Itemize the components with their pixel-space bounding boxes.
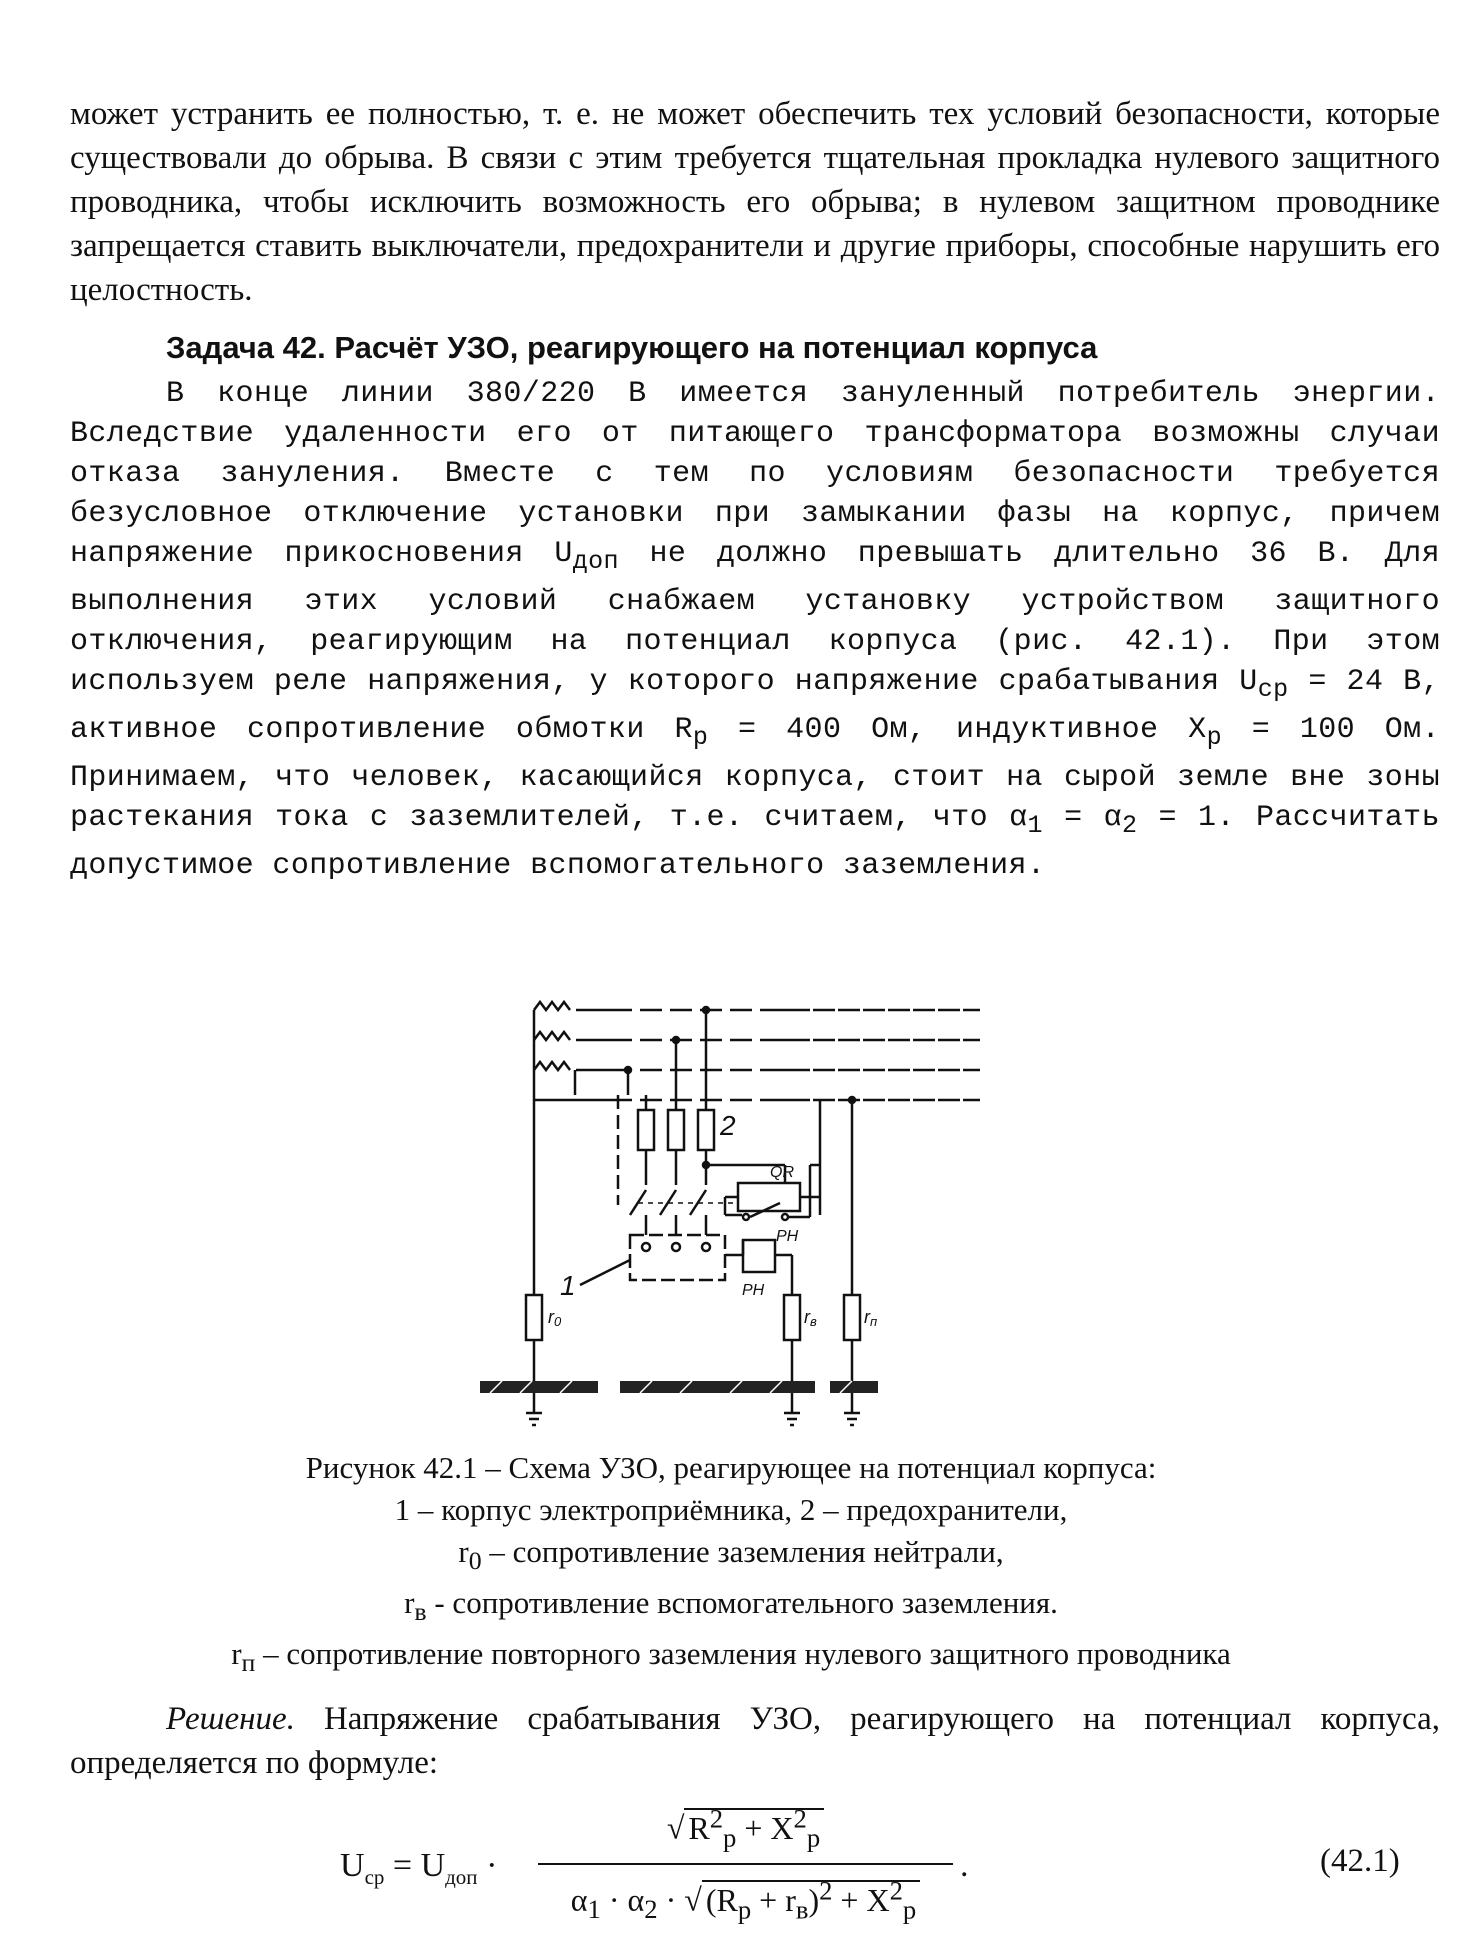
formula-lhs: $U_{ср} = U_{доп}$ ·	[340, 1847, 498, 1889]
caption-line-4: $r_в$ - сопротивление вспомогательного заземления.	[404, 1585, 1058, 1627]
formula-fraction	[538, 1795, 953, 1935]
label-body: 1	[560, 1270, 576, 1301]
label-rn-contact: PH	[776, 1228, 799, 1245]
formula-denominator: $\alpha_1 \cdot \alpha_2$ · √ $(R_р + r_в)^2 + X^2_р$	[538, 1875, 953, 1925]
fuse-c	[698, 1110, 714, 1150]
transformer-winding-b	[534, 1032, 570, 1040]
formula-number: (42.1)	[1320, 1843, 1400, 1879]
label-r0: r0	[548, 1307, 562, 1329]
circuit-diagram	[480, 985, 1000, 1440]
solution-lead: Решение.	[166, 1701, 295, 1737]
resistor-rp	[844, 1295, 860, 1340]
relay-rn-coil	[743, 1240, 775, 1272]
caption-line-2: 1 – корпус электроприёмника, 2 – предохранители,	[394, 1492, 1068, 1527]
earth-band-right	[830, 1381, 878, 1393]
caption-line-3: $r_0$ – сопротивление заземления нейтрали,	[458, 1534, 1004, 1576]
label-rn-coil: PH	[742, 1282, 765, 1299]
label-rp: rп	[864, 1307, 878, 1329]
resistor-r0	[526, 1295, 542, 1340]
solution-paragraph: Решение. Напряжение срабатывания УЗО, реагирующего на потенциал корпуса, определяется по формуле:	[70, 1701, 1440, 1781]
transformer-winding-a	[534, 1002, 570, 1010]
label-rv: rв	[804, 1307, 817, 1329]
task-paragraph: В конце линии 380/220 В имеется зануленный потребитель энергии. Вследствие удаленности его от питающего трансформатора возможны случаи отказа зануления. Вместе с тем по условиям безопасности требуется безусловное отключение установки при замыкании фазы на корпус, причем напряжение прикосновения $U_{доп}$ не должно превышать длительно 36 В. Для выполнения этих условий снабжаем установку устройством защитного отключения, реагирующим на потенциал корпуса (рис. 42.1). При этом используем реле напряжения, у которого напряжение срабатывания $U_{ср} = 24$ В, активное сопротивление обмотки $R_р = 400$ Ом, индуктивное $X_р = 100$ Ом. Принимаем, что человек, касающийся корпуса, стоит на сырой земле вне зоны растекания тока с заземлителей, т.е. считаем, что $\alpha_1 = \alpha_2 = 1$. Рассчитать допустимое сопротивление вспомогательного заземления.	[70, 377, 1440, 883]
label-fuse: 2	[720, 1110, 736, 1141]
figure-caption	[60, 1447, 1402, 1685]
formula-end-dot: .	[960, 1847, 969, 1884]
earth-band-left	[480, 1381, 598, 1393]
resistor-rv	[784, 1295, 800, 1340]
label-qr: QR	[770, 1164, 794, 1181]
equipment-body	[630, 1235, 725, 1280]
formula-numerator: √ $R^2_р + X^2_р$	[538, 1803, 953, 1853]
fuse-a	[638, 1110, 654, 1150]
caption-line-5: $r_п$ – сопротивление повторного заземления нулевого защитного проводника	[231, 1636, 1231, 1678]
task-heading: Задача 42. Расчёт УЗО, реагирующего на потенциал корпуса	[166, 330, 1098, 365]
fuse-b	[668, 1110, 684, 1150]
formula-fraction-bar	[538, 1863, 953, 1865]
caption-title: Рисунок 42.1 – Схема УЗО, реагирующее на потенциал корпуса:	[305, 1450, 1157, 1485]
intro-paragraph: может устранить ее полностью, т. е. не может обеспечить тех условий безопасности, которые существовали до обрыва. В связи с этим требуется тщательная прокладка нулевого защитного проводника, чтобы исключить возможность его обрыва; в нулевом защитном проводнике запрещается ставить выключатели, предохранители и другие приборы, способные нарушить его целостность.	[70, 96, 1440, 308]
formula-42-1	[340, 1795, 1260, 1935]
transformer-winding-c	[534, 1062, 570, 1070]
